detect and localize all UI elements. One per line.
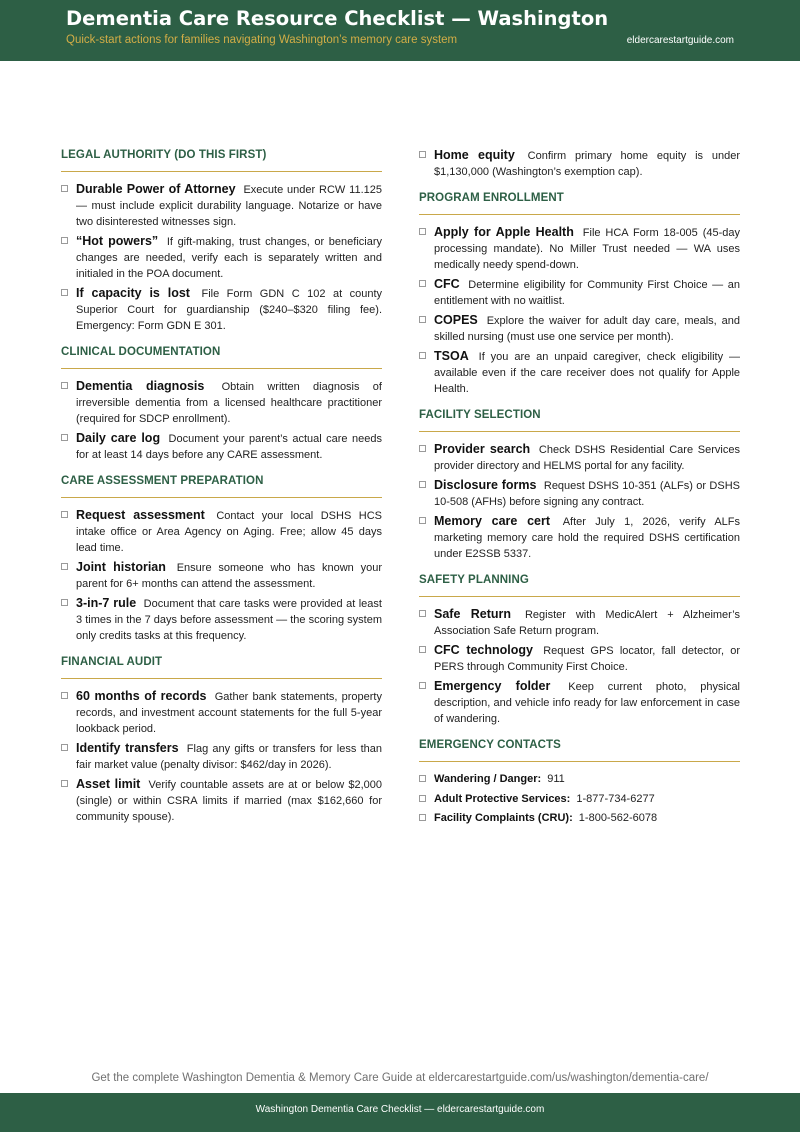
- checklist-item: [61, 430, 382, 463]
- checklist-item: [419, 276, 740, 309]
- item-text: Register with MedicAlert + Alzheimer’s Association Safe Return program.: [434, 609, 740, 637]
- checklist-item: [61, 595, 382, 644]
- checklist-item: [61, 285, 382, 334]
- item-text: Request GPS locator, fall detector, or PERS through Community First Choice.: [434, 645, 740, 673]
- checkbox-icon[interactable]: [419, 445, 426, 452]
- section-facility: [419, 407, 740, 562]
- item-label: Identify transfers: [76, 741, 179, 755]
- contact-label: Facility Complaints (CRU):: [434, 812, 573, 824]
- checkbox-icon[interactable]: [419, 280, 426, 287]
- section-care-assessment: [61, 473, 382, 644]
- checkbox-icon[interactable]: [61, 563, 68, 570]
- contact-number: 1-877-734-6277: [576, 792, 655, 805]
- checkbox-icon[interactable]: [61, 185, 68, 192]
- site-url: eldercarestartguide.com: [626, 35, 734, 46]
- contact-number: 1-800-562-6078: [578, 812, 658, 824]
- page-title: Dementia Care Resource Checklist — Washington: [66, 7, 609, 30]
- item-text: Document your parent’s actual care needs for at least 14 days before any CARE assessment.: [76, 433, 382, 461]
- item-label: Daily care log: [76, 431, 161, 445]
- checklist-item: [61, 378, 382, 427]
- item-text: Flag any gifts or transfers for less than fair market value (penalty divisor: $462/day in 2026).: [76, 743, 382, 771]
- item-text: File Form GDN C 102 at county Superior Court for guardianship ($240–$320 filing fee). Emergency: Form GDN E 301.: [76, 288, 383, 332]
- checkbox-icon[interactable]: [419, 151, 426, 158]
- checkbox-icon[interactable]: [61, 599, 68, 606]
- checkbox-icon[interactable]: [61, 511, 68, 518]
- item-text: Keep current photo, physical description, and vehicle info ready for law enforcement in case of wandering.: [434, 681, 741, 725]
- contact-number: 911: [547, 773, 565, 785]
- checklist-item: [419, 678, 740, 727]
- contact-label: Adult Protective Services:: [434, 792, 571, 805]
- item-text: If gift-making, trust changes, or beneficiary changes are needed, verify each is separately written and initialed in the POA document.: [76, 236, 383, 280]
- left-column: [61, 147, 382, 835]
- item-text: Verify countable assets are at or below $2,000 (single) or within CSRA limits if married (max $162,660 for community spouse).: [76, 779, 383, 823]
- item-text: Explore the waiver for adult day care, meals, and skilled nursing (must use one service per month).: [434, 315, 740, 343]
- item-label: Emergency folder: [434, 679, 551, 693]
- item-label: CFC: [434, 277, 460, 291]
- checkbox-icon[interactable]: [419, 228, 426, 235]
- checkbox-icon[interactable]: [61, 237, 68, 244]
- item-text: Document that care tasks were provided at least 3 times in the 7 days before assessment — the scoring system only credits tasks at this frequency.: [76, 598, 382, 642]
- section-safety: [419, 572, 740, 727]
- checkbox-icon[interactable]: [419, 646, 426, 653]
- item-text: Request DSHS 10-351 (ALFs) or DSHS 10-508 (AFHs) before signing any contract.: [434, 480, 740, 508]
- item-label: CFC technology: [434, 643, 533, 657]
- item-label: Safe Return: [434, 607, 512, 621]
- checklist-item: [419, 513, 740, 562]
- item-label: Joint historian: [76, 560, 166, 574]
- item-label: 60 months of records: [76, 689, 207, 703]
- section-emergency-contacts: [419, 737, 740, 826]
- section-title: CLINICAL DOCUMENTATION: [61, 344, 382, 369]
- item-label: Asset limit: [76, 777, 141, 791]
- checklist-item: [61, 507, 382, 556]
- item-text: If you are an unpaid caregiver, check eligibility — available even if the care receiver does not qualify for Apple Health.: [434, 351, 740, 395]
- checklist-item: [61, 776, 382, 825]
- item-label: Apply for Apple Health: [434, 225, 574, 239]
- item-text: After July 1, 2026, verify ALFs marketing memory care hold the required DSHS certification under E2SSB 5337.: [434, 516, 741, 560]
- section-financial-continued: [419, 147, 740, 180]
- checklist-item: [419, 312, 740, 345]
- item-text: Obtain written diagnosis of irreversible dementia from a licensed healthcare practitioner (required for SDCP enrollment).: [76, 381, 382, 425]
- item-text: Confirm primary home equity is under $1,130,000 (Washington’s exemption cap).: [434, 150, 741, 178]
- guide-footnote: Get the complete Washington Dementia & Memory Care Guide at eldercarestartguide.com/us/washington/dementia-care/: [91, 1072, 709, 1084]
- checklist-item: [61, 233, 382, 282]
- section-legal: [61, 147, 382, 334]
- checkbox-icon[interactable]: [419, 517, 426, 524]
- page-header: [0, 0, 800, 61]
- page-footer: [0, 1093, 800, 1132]
- checklist-item: [419, 606, 740, 639]
- section-financial: [61, 654, 382, 825]
- checkbox-icon[interactable]: [61, 692, 68, 699]
- contact-label: Wandering / Danger:: [434, 773, 542, 785]
- contact-item: [419, 771, 740, 787]
- item-text: File HCA Form 18-005 (45-day processing mandate). No Miller Trust needed — WA uses medically needy spend-down.: [434, 227, 741, 271]
- item-label: Memory care cert: [434, 514, 551, 528]
- item-text: Check DSHS Residential Care Services provider directory and HELMS portal for any facility.: [434, 444, 740, 472]
- contact-item: [419, 791, 740, 807]
- item-label: COPES: [434, 313, 478, 327]
- page-subtitle: Quick-start actions for families navigating Washington’s memory care system: [66, 34, 458, 46]
- item-label: Durable Power of Attorney: [76, 182, 236, 196]
- contact-item: [419, 810, 740, 826]
- section-title: FINANCIAL AUDIT: [61, 654, 382, 679]
- item-label: “Hot powers”: [76, 234, 159, 248]
- section-program: [419, 190, 740, 397]
- checkbox-icon[interactable]: [61, 289, 68, 296]
- checklist-item: [419, 441, 740, 474]
- item-label: 3-in-7 rule: [76, 596, 137, 610]
- section-title: EMERGENCY CONTACTS: [419, 737, 740, 762]
- checkbox-icon[interactable]: [419, 775, 426, 782]
- checkbox-icon[interactable]: [61, 382, 68, 389]
- checkbox-icon[interactable]: [61, 434, 68, 441]
- item-label: Home equity: [434, 148, 515, 162]
- section-title: CARE ASSESSMENT PREPARATION: [61, 473, 382, 498]
- checkbox-icon[interactable]: [419, 795, 426, 802]
- section-clinical: [61, 344, 382, 463]
- checklist-item: [61, 559, 382, 592]
- checklist-item: [419, 642, 740, 675]
- item-text: Execute under RCW 11.125 — must include explicit durability language. Notarize or have two disinterested witnesses sign.: [76, 184, 382, 228]
- checkbox-icon[interactable]: [61, 780, 68, 787]
- checkbox-icon[interactable]: [419, 481, 426, 488]
- checkbox-icon[interactable]: [419, 352, 426, 359]
- section-title: LEGAL AUTHORITY (DO THIS FIRST): [61, 147, 382, 172]
- item-label: TSOA: [434, 349, 469, 363]
- checkbox-icon[interactable]: [419, 814, 426, 821]
- checklist-item: [419, 477, 740, 510]
- item-label: Provider search: [434, 442, 531, 456]
- checklist-item: [61, 740, 382, 773]
- checklist-item: [419, 224, 740, 273]
- section-title: FACILITY SELECTION: [419, 407, 740, 432]
- checklist-item: [419, 348, 740, 397]
- item-text: Gather bank statements, property records, and investment account statements for the full 5-year lookback period.: [76, 691, 382, 735]
- right-column: [419, 147, 740, 836]
- section-title: SAFETY PLANNING: [419, 572, 740, 597]
- item-text: Contact your local DSHS HCS intake office or Area Agency on Aging. Free; allow 45 days lead time.: [76, 510, 382, 554]
- checklist-item: [61, 688, 382, 737]
- item-label: Request assessment: [76, 508, 205, 522]
- item-text: Determine eligibility for Community First Choice — an entitlement with no waitlist.: [434, 279, 740, 307]
- checkbox-icon[interactable]: [419, 682, 426, 689]
- checklist-item: [61, 181, 382, 230]
- item-label: Dementia diagnosis: [76, 379, 205, 393]
- checkbox-icon[interactable]: [61, 744, 68, 751]
- item-text: Ensure someone who has known your parent for 6+ months can attend the assessment.: [76, 562, 382, 590]
- checkbox-icon[interactable]: [419, 316, 426, 323]
- item-label: Disclosure forms: [434, 478, 537, 492]
- checklist-item: [419, 147, 740, 180]
- footer-text: Washington Dementia Care Checklist — eldercarestartguide.com: [255, 1104, 545, 1115]
- checkbox-icon[interactable]: [419, 610, 426, 617]
- section-title: PROGRAM ENROLLMENT: [419, 190, 740, 215]
- item-label: If capacity is lost: [76, 286, 190, 300]
